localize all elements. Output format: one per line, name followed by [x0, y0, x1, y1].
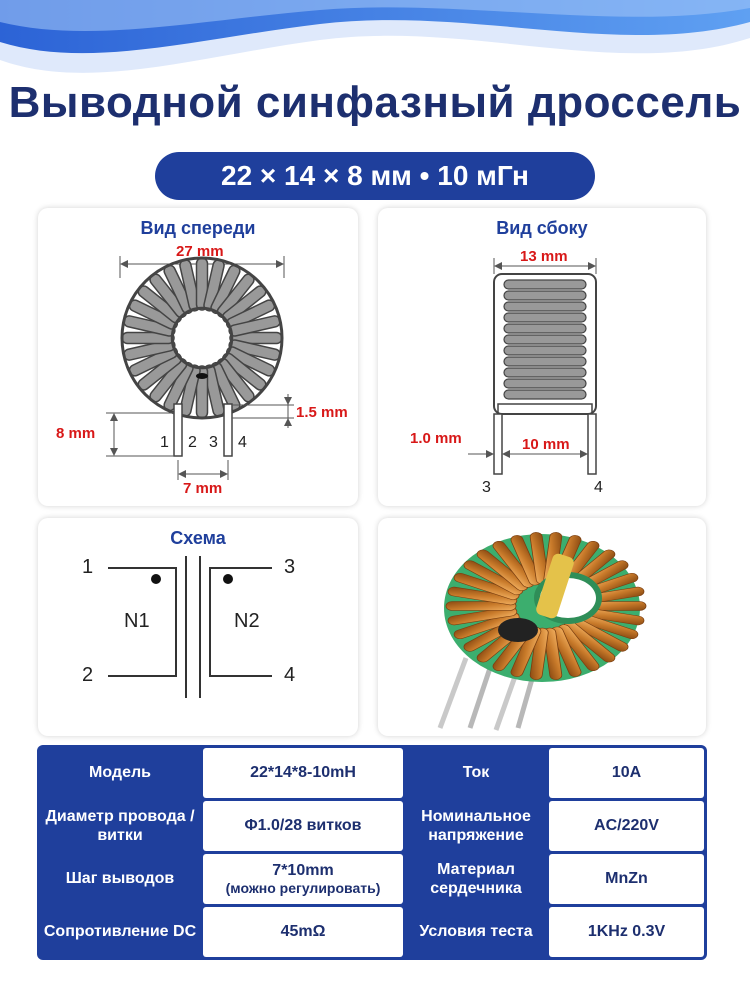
pin-4-label: 4 — [238, 434, 247, 451]
schematic-drawing — [38, 518, 358, 736]
spec-pitch-note: (можно регулировать) — [225, 880, 381, 897]
spec-key-voltage: Номинальное напряжение — [406, 801, 546, 851]
pin-2-label: 2 — [188, 434, 197, 451]
n2-polarity-dot — [223, 574, 233, 584]
wire-diameter-label: 1.0 mm — [410, 430, 462, 447]
spec-key-core: Материал сердечника — [406, 854, 546, 904]
front-view-title: Вид спереди — [140, 218, 256, 238]
spec-val-voltage: AC/220V — [549, 801, 704, 851]
spec-key-dcr: Сопротивление DC — [40, 907, 200, 957]
pin-1-label: 1 — [160, 434, 169, 451]
spec-key-current: Ток — [406, 748, 546, 798]
schematic-title: Схема — [170, 528, 226, 548]
product-photo-panel — [378, 518, 706, 736]
front-view-panel — [38, 208, 358, 506]
spec-val-pitch — [203, 854, 403, 904]
front-height-label: 8 mm — [56, 425, 96, 442]
spec-key-test: Условия теста — [406, 907, 546, 957]
spec-key-pitch: Шаг выводов — [40, 854, 200, 904]
spec-key-wire: Диаметр провода / витки — [40, 801, 200, 851]
spec-val-current: 10A — [549, 748, 704, 798]
schem-pin-1: 1 — [82, 556, 94, 578]
winding-n1-label: N1 — [124, 610, 150, 632]
side-width-label: 13 mm — [520, 248, 568, 265]
side-pin-3-label: 3 — [482, 479, 491, 496]
side-pin-4-label: 4 — [594, 479, 603, 496]
spec-val-wire: Φ1.0/28 витков — [203, 801, 403, 851]
pin-3-label: 3 — [209, 434, 218, 451]
front-pitch-label: 7 mm — [183, 480, 223, 497]
n1-polarity-dot — [151, 574, 161, 584]
winding-n2-label: N2 — [234, 610, 260, 632]
product-photo — [378, 518, 706, 736]
schem-pin-3: 3 — [284, 556, 296, 578]
side-windings — [504, 280, 586, 399]
schematic-panel — [38, 518, 358, 736]
spec-val-dcr: 45mΩ — [203, 907, 403, 957]
side-view-panel — [378, 208, 706, 506]
page-title: Выводной синфазный дроссель — [8, 78, 742, 127]
schem-pin-4: 4 — [284, 664, 296, 686]
side-pitch-label: 10 mm — [522, 436, 570, 453]
spec-val-test: 1KHz 0.3V — [549, 907, 704, 957]
side-view-title: Вид сбоку — [496, 218, 588, 238]
lead-offset-label: 1.5 mm — [296, 404, 348, 421]
spec-badge: 22 × 14 × 8 мм • 10 мГн — [155, 152, 595, 200]
spec-pitch-value: 7*10mm — [272, 862, 334, 879]
spec-table — [37, 745, 707, 960]
front-width-label: 27 mm — [176, 243, 224, 260]
spec-key-model: Модель — [40, 748, 200, 798]
spec-val-core: MnZn — [549, 854, 704, 904]
schem-pin-2: 2 — [82, 664, 94, 686]
spec-val-model: 22*14*8-10mH — [203, 748, 403, 798]
